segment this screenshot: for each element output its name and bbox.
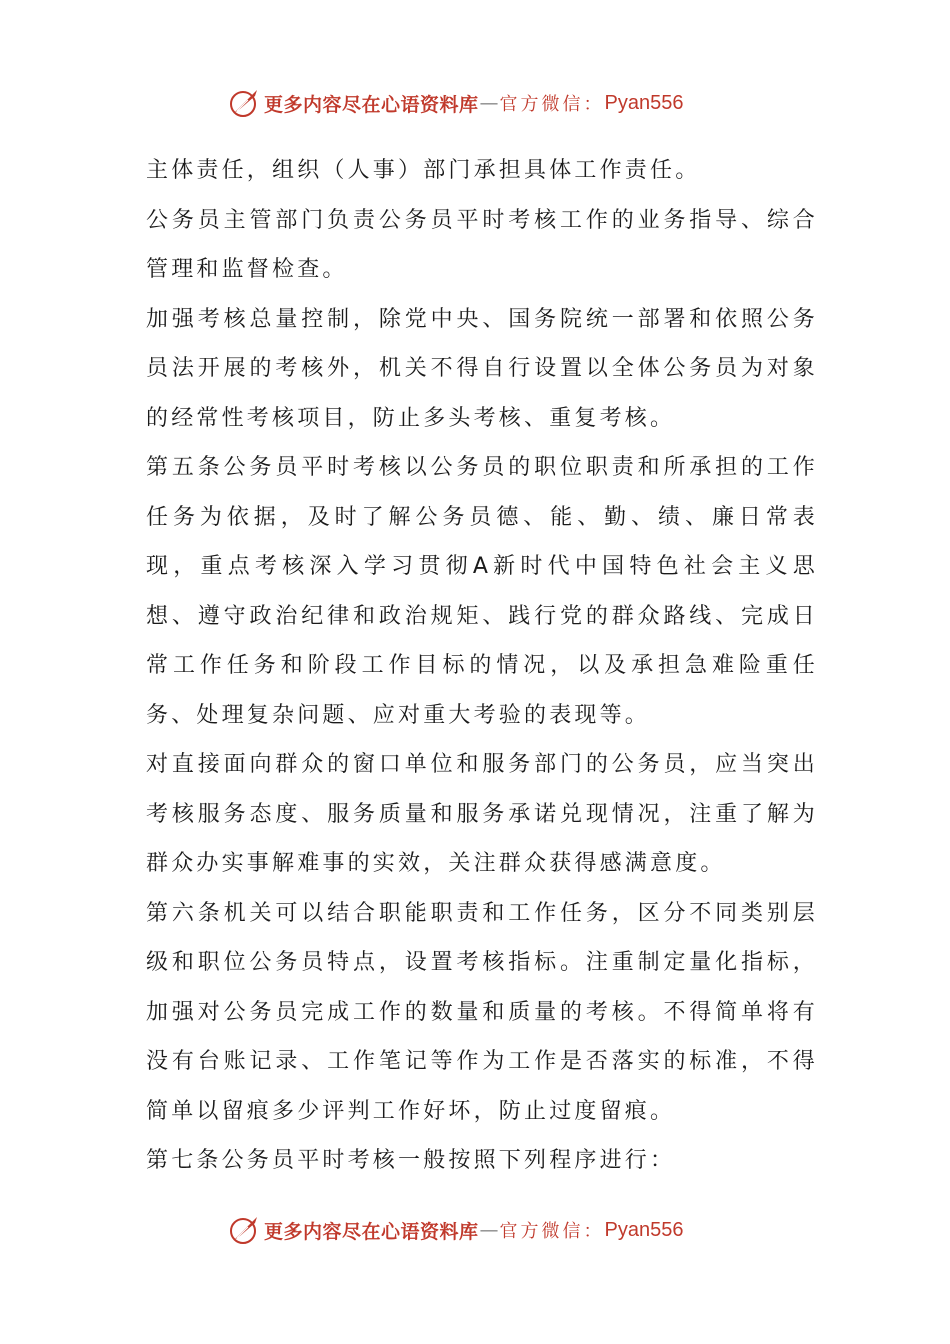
contact-label: 官方微信： [499,94,605,115]
contact-label: 官方微信： [499,1221,605,1242]
document-body [146,146,818,1186]
paragraph-2: 公务员主管部门负责公务员平时考核工作的业务指导、综合管理和监督检查。 [146,207,818,282]
site-name: 更多内容尽在心语资料库 [264,1220,479,1243]
quill-logo-icon [228,87,260,119]
separator-dash: — [479,1219,499,1241]
separator-dash: — [479,92,499,114]
paragraph-article-5: 第五条公务员平时考核以公务员的职位职责和所承担的工作任务为依据，及时了解公务员德、能、勤、绩、廉日常表现，重点考核深入学习贯彻A新时代中国特色社会主义思想、遵守政治纪律和政治规矩、践行党的群众路线、完成日常工作任务和阶段工作目标的情况，以及承担急难险重任务、处理复杂问题、应对重大考验的表现等。 [146,455,818,728]
wechat-id: Pyan556 [604,1218,684,1241]
paragraph-3: 加强考核总量控制，除党中央、国务院统一部署和依照公务员法开展的考核外，机关不得自行设置以全体公务员为对象的经常性考核项目，防止多头考核、重复考核。 [146,306,818,431]
paragraph-article-6: 第六条机关可以结合职能职责和工作任务，区分不同类别层级和职位公务员特点，设置考核指标。注重制定量化指标，加强对公务员完成工作的数量和质量的考核。不得简单将有没有台账记录、工作笔记等作为工作是否落实的标准，不得简单以留痕多少评判工作好坏，防止过度留痕。 [146,900,818,1124]
footer-watermark [228,1213,683,1247]
wechat-id: Pyan556 [604,91,684,114]
paragraph-article-7: 第七条公务员平时考核一般按照下列程序进行： [146,1148,676,1173]
header-watermark [228,86,683,120]
quill-logo-icon [228,1214,260,1246]
site-name: 更多内容尽在心语资料库 [264,93,479,116]
paragraph-1: 主体责任，组织（人事）部门承担具体工作责任。 [146,158,701,183]
paragraph-5: 对直接面向群众的窗口单位和服务部门的公务员，应当突出考核服务态度、服务质量和服务承诺兑现情况，注重了解为群众办实事解难事的实效，关注群众获得感满意度。 [146,752,818,876]
